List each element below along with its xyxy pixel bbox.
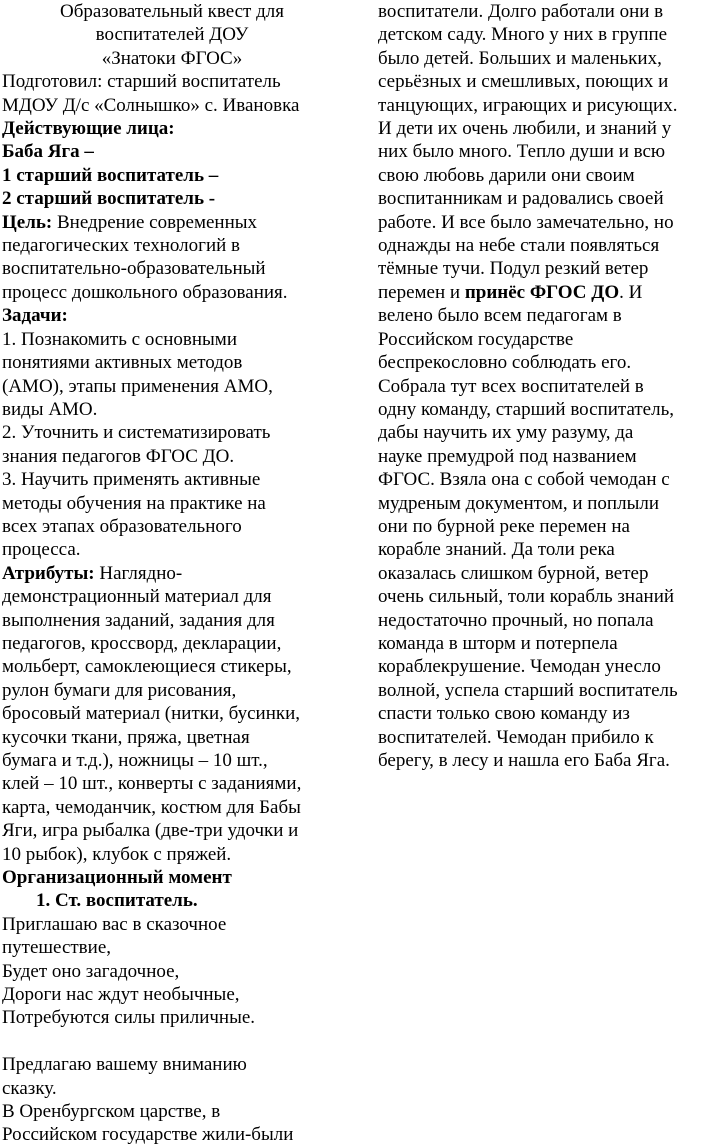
title-line: воспитателей ДОУ: [95, 24, 249, 46]
attributes-line: рулон бумаги для рисования,: [2, 679, 237, 701]
document-title: [2, 0, 342, 70]
title-line: Образовательный квест для: [60, 1, 284, 22]
story-line: воспитанникам и радовались своей: [378, 188, 664, 210]
story-line: серьёзных и смешливых, поющих и: [378, 71, 669, 93]
task-line: 3. Научить применять активные: [2, 469, 261, 491]
goal-first-line: [2, 211, 342, 234]
story-line: работе. И все было замечательно, но: [378, 211, 674, 233]
character-item: Баба Яга –: [2, 141, 94, 163]
goal-text: Внедрение современных: [52, 211, 258, 233]
poem-line: путешествие,: [2, 937, 111, 959]
task-line: виды АМО.: [2, 398, 98, 420]
attributes-line: карта, чемоданчик, костюм для Бабы: [2, 796, 301, 818]
story-text: перемен и: [378, 281, 465, 303]
character-item: 2 старший воспитатель -: [2, 188, 216, 210]
task-line: методы обучения на практике на: [2, 492, 266, 514]
task-line: 1. Познакомить с основными: [2, 328, 237, 350]
story-line: воспитателей. Чемодан прибило к: [378, 726, 654, 748]
story-line: спасти только свою команду из: [378, 703, 630, 725]
story-line: воспитатели. Долго работали они в: [378, 1, 664, 22]
story-line: кораблекрушение. Чемодан унесло: [378, 656, 661, 678]
story-line: детском саду. Много у них в группе: [378, 24, 668, 46]
story-line: одну команду, старший воспитатель,: [378, 398, 675, 420]
attributes-text: Наглядно-: [94, 562, 183, 584]
right-column: [378, 0, 704, 772]
story-line: берегу, в лесу и нашла его Баба Яга.: [378, 750, 670, 771]
tasks-list: [2, 328, 342, 562]
story-line: однажды на небе стали появляться: [378, 235, 660, 257]
speaker-label: 1. Ст. воспитатель.: [36, 890, 198, 912]
attributes-line: бумага и т.д.), ножницы – 10 шт.,: [2, 750, 268, 771]
story-continued: [378, 0, 704, 772]
task-line: (АМО), этапы применения АМО,: [2, 375, 273, 397]
story-start: [2, 1053, 342, 1147]
story-line: Российском государстве жили-были: [2, 1124, 294, 1146]
org-heading: Организационный момент: [2, 867, 232, 889]
attributes-line: 10 рыбок), клубок с пряжей.: [2, 843, 232, 865]
poem-line: Будет оно загадочное,: [2, 960, 180, 982]
story-line: Предлагаю вашему вниманию: [2, 1054, 247, 1076]
story-line: команда в шторм и потерпела: [378, 632, 618, 654]
poem-line: Приглашаю вас в сказочное: [2, 913, 227, 935]
task-line: 2. Уточнить и систематизировать: [2, 422, 271, 444]
goal-line: процесс дошкольного образования.: [2, 281, 288, 303]
story-line: было детей. Больших и маленьких,: [378, 47, 662, 69]
goal-line: педагогических технологий в: [2, 235, 241, 257]
story-line: дабы научить их уму разуму, да: [378, 422, 634, 444]
story-line: волной, успела старший воспитатель: [378, 679, 678, 701]
story-line: свою любовь дарили они своим: [378, 164, 635, 186]
story-line: них было много. Тепло души и всю: [378, 141, 666, 163]
attributes-label: Атрибуты:: [2, 562, 95, 584]
attributes-line: педагогов, кроссворд, декларации,: [2, 632, 282, 654]
story-line: беспрекословно соблюдать его.: [378, 352, 632, 374]
goal-label: Цель:: [2, 211, 53, 233]
attributes-line: выполнения заданий, задания для: [2, 609, 275, 631]
story-line: велено было всем педагогам в: [378, 305, 622, 327]
attributes-line: клей – 10 шт., конверты с заданиями,: [2, 773, 302, 795]
task-line: всех этапах образовательного: [2, 515, 242, 537]
poem: [2, 913, 342, 1030]
story-line: тёмные тучи. Подул резкий ветер: [378, 258, 649, 280]
story-line: танцующих, играющих и рисующих.: [378, 94, 678, 116]
task-line: понятиями активных методов: [2, 352, 243, 374]
task-line: знания педагогов ФГОС ДО.: [2, 445, 235, 467]
poem-line: Потребуются силы приличные.: [2, 1007, 256, 1029]
poem-line: Дороги нас ждут необычные,: [2, 984, 240, 1006]
story-line: И дети их очень любили, и знаний у: [378, 118, 672, 140]
attributes-line: демонстрационный материал для: [2, 586, 272, 608]
story-line: науке премудрой под названием: [378, 445, 637, 467]
attributes-line: кусочки ткани, пряжа, цветная: [2, 726, 250, 748]
story-line-with-bold: [378, 281, 704, 304]
goal-line: воспитательно-образовательный: [2, 258, 266, 280]
goal-block: [2, 211, 342, 305]
attributes-line: бросовый материал (нитки, бусинки,: [2, 703, 301, 725]
story-line: В Оренбургском царстве, в: [2, 1101, 221, 1123]
attributes-line: Яги, игра рыбалка (две-три удочки и: [2, 820, 299, 842]
left-column: [2, 0, 342, 1147]
story-line: очень сильный, толи корабль знаний: [378, 586, 675, 608]
story-line: корабле знаний. Да толи река: [378, 539, 615, 561]
task-line: процесса.: [2, 539, 81, 561]
attributes-block: [2, 562, 342, 866]
tasks-heading: Задачи:: [2, 305, 68, 327]
characters-list: [2, 140, 342, 210]
bold-phrase: принёс ФГОС ДО: [464, 281, 620, 303]
story-line: сказку.: [2, 1077, 57, 1099]
story-line: оказалась слишком бурной, ветер: [378, 562, 649, 584]
story-text: . И: [619, 281, 643, 303]
title-line: «Знатоки ФГОС»: [101, 47, 243, 69]
story-line: Собрала тут всех воспитателей в: [378, 375, 644, 397]
author-block: [2, 70, 342, 117]
attributes-first-line: [2, 562, 342, 585]
attributes-line: мольберт, самоклеющиеся стикеры,: [2, 656, 292, 678]
story-line: недостаточно прочный, но попала: [378, 609, 654, 631]
characters-heading: Действующие лица:: [2, 118, 175, 140]
author-line: Подготовил: старший воспитатель: [2, 71, 281, 93]
story-line: мудреным документом, и поплыли: [378, 492, 660, 514]
blank-line: [2, 1030, 342, 1053]
story-line: они по бурной реке перемен на: [378, 515, 630, 537]
character-item: 1 старший воспитатель –: [2, 164, 219, 186]
story-line: Российском государстве: [378, 328, 574, 350]
story-line: ФГОС. Взяла она с собой чемодан с: [378, 469, 670, 491]
author-line: МДОУ Д/с «Солнышко» с. Ивановка: [2, 94, 300, 116]
